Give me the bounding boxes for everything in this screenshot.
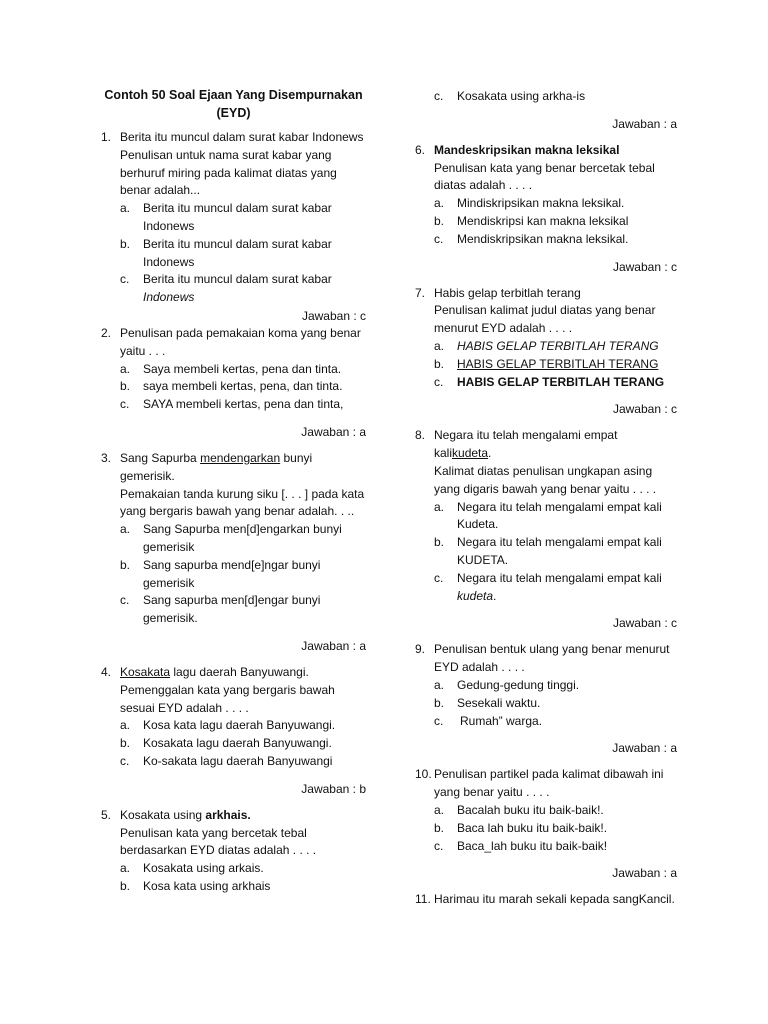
stem-text: Sang Sapurba (120, 450, 197, 465)
question-stem: Habis gelap terbitlah terang (434, 285, 581, 300)
page-title (101, 86, 366, 122)
stem-underlined: mendengarkan (200, 450, 281, 465)
option-c (434, 374, 677, 392)
question-5-continued (415, 88, 677, 133)
option-label: b. (120, 557, 131, 572)
stem-underlined: kudeta (452, 446, 489, 461)
option-a (120, 521, 366, 557)
option-c (434, 88, 677, 106)
option-c (434, 713, 677, 731)
option-b (434, 213, 677, 231)
answer-key: Jawaban : c (612, 616, 677, 631)
option-text: Kosakata lagu daerah Banyuwangi. (143, 736, 332, 751)
question-instruction: Kalimat diatas penulisan ungkapan asing yang digaris bawah yang benar yaitu . . . . (434, 463, 657, 496)
option-c (434, 838, 677, 856)
option-label: b. (120, 878, 131, 893)
stem-text: Kosakata using (120, 807, 203, 822)
option-a (434, 195, 677, 213)
answer-key: Jawaban : c (612, 259, 677, 274)
option-label: a. (434, 196, 445, 211)
question-stem (120, 450, 366, 486)
stem-text: bunyi gemerisik. (120, 450, 313, 483)
question-number: 10. (415, 767, 432, 782)
option-text: Bacalah buku itu baik-baik!. (457, 802, 604, 817)
option-text: Negara itu telah mengalami empat kali (457, 570, 662, 585)
question-10 (415, 766, 677, 882)
option-label: c. (120, 397, 130, 412)
answer-key: Jawaban : c (301, 308, 366, 323)
question-8 (415, 427, 677, 632)
question-stem: Penulisan partikel pada kalimat dibawah ini yang benar yaitu . . . . (434, 767, 664, 800)
option-text: Kosakata using arkais. (143, 861, 264, 876)
question-number: 7. (415, 285, 426, 300)
option-text: Mendiskripsi kan makna leksikal (457, 213, 629, 228)
answer-key: Jawaban : a (612, 866, 677, 881)
question-7 (415, 285, 677, 419)
option-a (120, 361, 366, 379)
option-c (120, 396, 366, 414)
option-label: c. (434, 713, 444, 728)
question-stem: Mandeskripsikan makna leksikal (434, 142, 620, 157)
option-label: a. (120, 201, 131, 216)
option-c (120, 753, 366, 771)
option-label: c. (120, 593, 130, 608)
option-a (434, 338, 677, 356)
stem-underlined: Kosakata (120, 664, 171, 679)
option-text: Kosakata using arkha-is (457, 89, 586, 103)
option-c: c. Negara itu telah mengalami empat kali kudeta. (434, 570, 662, 603)
option-label: c. (434, 89, 444, 103)
option-text: Rumah” warga. (460, 713, 543, 728)
stem-bold: arkhais. (205, 807, 251, 822)
option-text-italic: Indonews (143, 290, 195, 305)
option-b (120, 735, 366, 753)
option-text: Berita itu muncul dalam surat kabar Indonews (143, 236, 332, 269)
stem-text: lagu daerah Banyuwangi. (173, 664, 309, 679)
option-label: a. (434, 338, 445, 353)
question-number: 4. (101, 664, 112, 679)
option-text: SAYA membeli kertas, pena dan tinta, (143, 397, 344, 412)
option-b (120, 557, 366, 593)
option-label: c. (434, 838, 444, 853)
question-number: 9. (415, 642, 426, 657)
left-column (101, 86, 366, 896)
option-text: Berita itu muncul dalam surat kabar Indonews (143, 201, 332, 233)
option-label: a. (434, 677, 445, 692)
question-instruction: Pemakaian tanda kurung siku [. . . ] pada kata yang bergaris bawah yang benar adalah. . .. (120, 486, 365, 519)
option-text: Sang Sapurba men[d]engarkan bunyi gemerisik (143, 522, 342, 554)
option-text: Kosa kata using arkhais (143, 878, 271, 893)
question-stem (120, 807, 366, 825)
option-label: c. (434, 231, 444, 246)
option-label: a. (120, 861, 131, 876)
option-text: saya membeli kertas, pena, dan tinta. (143, 379, 343, 394)
option-label: b. (434, 695, 445, 710)
option-a (120, 200, 366, 236)
option-c (120, 592, 366, 628)
answer-key: Jawaban : a (301, 638, 366, 653)
option-c (120, 271, 366, 307)
option-label: b. (120, 379, 131, 394)
option-label: b. (434, 535, 445, 550)
option-text: Mindiskripsikan makna leksikal. (457, 196, 625, 211)
option-c (434, 231, 677, 249)
option-a (120, 860, 366, 878)
question-number: 5. (101, 807, 112, 822)
question-stem: Penulisan pada pemakaian koma yang benar yaitu . . . (120, 325, 361, 358)
option-text: Sesekali waktu. (457, 695, 541, 710)
question-number: 8. (415, 428, 426, 443)
option-a (434, 677, 677, 695)
question-instruction: Penulisan kalimat judul diatas yang benar menurut EYD adalah . . . . (434, 303, 656, 336)
question-number: 2. (101, 325, 112, 340)
question-1 (101, 129, 366, 325)
question-instruction: Pemenggalan kata yang bergaris bawah sesuai EYD adalah . . . . (120, 682, 335, 715)
option-label: a. (434, 499, 445, 514)
question-2 (101, 325, 366, 441)
option-b (434, 356, 677, 374)
question-instruction: Penulisan kata yang benar bercetak tebal diatas adalah . . . . (434, 160, 655, 193)
option-text: Sang sapurba men[d]engar bunyi gemerisik. (143, 593, 321, 626)
option-text: Baca_lah buku itu baik-baik! (457, 838, 608, 853)
question-number: 1. (101, 130, 112, 144)
option-label: a. (120, 522, 131, 537)
question-9 (415, 641, 677, 757)
option-text: Gedung-gedung tinggi. (457, 677, 580, 692)
option-text: Mendiskripsikan makna leksikal. (457, 231, 629, 246)
option-b (434, 820, 677, 838)
question-stem: Berita itu muncul dalam surat kabar Indonews (120, 130, 364, 144)
option-text: Negara itu telah mengalami empat kali KUDETA. (457, 535, 662, 567)
question-number: 11. (415, 892, 431, 907)
option-b (434, 695, 677, 713)
option-label: b. (434, 213, 445, 228)
option-text: Kosa kata lagu daerah Banyuwangi. (143, 718, 336, 733)
title-line-1: Contoh 50 Soal Ejaan Yang Disempurnakan (104, 88, 363, 102)
question-5 (101, 807, 366, 896)
option-a (120, 717, 366, 735)
option-label: c. (120, 272, 130, 287)
answer-key: Jawaban : c (612, 402, 677, 417)
option-label: a. (434, 802, 445, 817)
answer-key: Jawaban : a (612, 116, 677, 131)
answer-key: Jawaban : a (301, 424, 366, 439)
option-text: Negara itu telah mengalami empat kali Kudeta. (457, 499, 662, 532)
stem-text: . (488, 446, 492, 461)
option-label: c. (434, 570, 444, 585)
option-label: b. (434, 820, 445, 835)
option-b (120, 878, 366, 896)
option-label: c. (120, 753, 130, 768)
question-11 (415, 891, 677, 909)
option-label: b. (434, 356, 445, 371)
stem-text: Negara itu telah mengalami empat kali (434, 428, 618, 461)
right-column (415, 88, 677, 909)
option-label: a. (120, 361, 131, 376)
option-text: Berita itu muncul dalam surat kabar (143, 272, 332, 287)
option-text: HABIS GELAP TERBITLAH TERANG (457, 374, 665, 389)
question-3 (101, 450, 366, 655)
option-b (120, 378, 366, 396)
option-b (434, 534, 677, 570)
answer-key: Jawaban : a (612, 741, 677, 756)
option-label: c. (434, 374, 444, 389)
question-stem: Penulisan bentuk ulang yang benar menurut EYD adalah . . . . (434, 642, 670, 675)
question-number: 6. (415, 142, 426, 157)
option-a (434, 802, 677, 820)
option-text: Sang sapurba mend[e]ngar bunyi gemerisik (143, 557, 321, 590)
option-text: Saya membeli kertas, pena dan tinta. (143, 361, 342, 376)
question-instruction: Penulisan untuk nama surat kabar yang berhuruf miring pada kalimat diatas yang benar adalah... (120, 147, 337, 198)
option-label: a. (120, 718, 131, 733)
option-text: Ko-sakata lagu daerah Banyuwangi (143, 753, 333, 768)
option-text: Baca lah buku itu baik-baik!. (457, 820, 608, 835)
answer-key: Jawaban : b (301, 781, 366, 796)
option-a (434, 499, 677, 535)
question-number: 3. (101, 450, 112, 465)
option-text: HABIS GELAP TERBITLAH TERANG (457, 356, 659, 371)
option-b (120, 236, 366, 272)
option-text-italic: kudeta (457, 588, 494, 603)
question-4 (101, 664, 366, 798)
option-label: b. (120, 736, 131, 751)
title-line-2: (EYD) (216, 106, 251, 120)
option-label: b. (120, 236, 131, 251)
question-stem (120, 664, 366, 682)
question-instruction: Penulisan kata yang bercetak tebal berdasarkan EYD diatas adalah . . . . (120, 825, 317, 858)
question-stem: Harimau itu marah sekali kepada sangKancil. (434, 892, 675, 907)
question-stem (434, 427, 677, 463)
option-text: HABIS GELAP TERBITLAH TERANG (457, 338, 659, 353)
question-6 (415, 142, 677, 276)
